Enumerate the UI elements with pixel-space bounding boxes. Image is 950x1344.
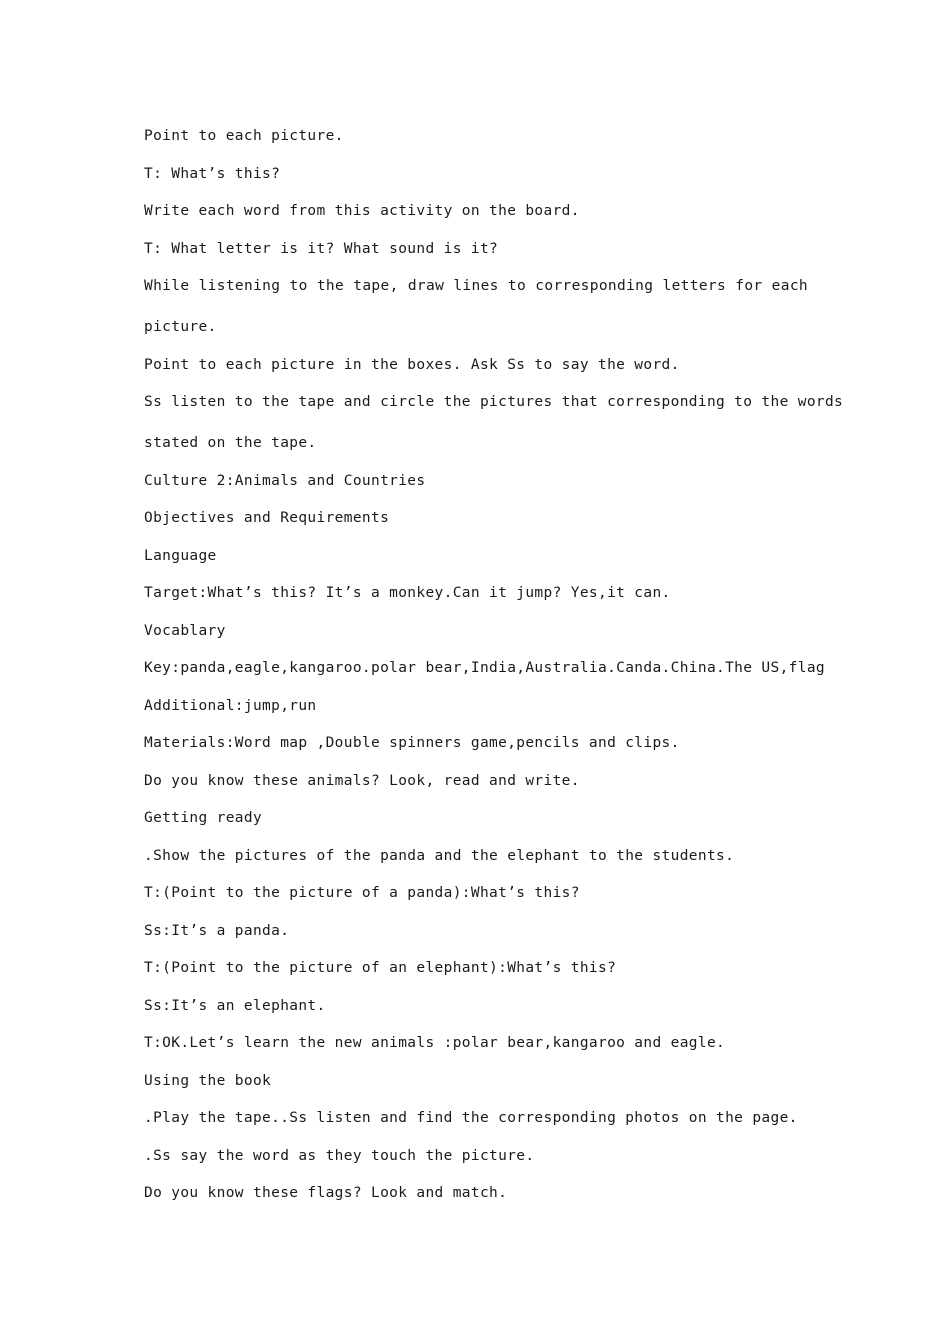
- text-line: Language: [144, 547, 217, 564]
- text-line: Ss listen to the tape and circle the pictures that corresponding to the words: [144, 394, 844, 410]
- text-line: Objectives and Requirements: [144, 510, 390, 526]
- wrapped-paragraph: [144, 276, 808, 337]
- text-line: T: What letter is it? What sound is it?: [144, 240, 499, 257]
- text-line: Vocablary: [144, 622, 226, 639]
- text-line: Ss:It’s a panda.: [144, 922, 290, 939]
- text-line: Ss:It’s an elephant.: [144, 997, 326, 1014]
- text-line: Point to each picture in the boxes. Ask Ss to say the word.: [144, 356, 680, 373]
- text-line: stated on the tape.: [144, 435, 317, 451]
- text-line: T:(Point to the picture of a panda):What’s this?: [144, 885, 580, 901]
- text-line: Do you know these animals? Look, read and write.: [144, 772, 580, 789]
- text-line: Additional:jump,run: [144, 697, 317, 714]
- text-line: .Show the pictures of the panda and the elephant to the students.: [144, 847, 735, 864]
- text-line: .Play the tape..Ss listen and find the corresponding photos on the page.: [144, 1110, 798, 1126]
- text-line: Using the book: [144, 1072, 272, 1089]
- text-line: T:(Point to the picture of an elephant):What’s this?: [144, 960, 617, 976]
- text-line: Materials:Word map ,Double spinners game,pencils and clips.: [144, 735, 680, 751]
- wrapped-paragraph: [144, 392, 844, 453]
- text-line: picture.: [144, 319, 217, 335]
- text-line: T:OK.Let’s learn the new animals :polar bear,kangaroo and eagle.: [144, 1035, 726, 1051]
- text-line: Target:What’s this? It’s a monkey.Can it jump? Yes,it can.: [144, 585, 671, 601]
- text-line: .Ss say the word as they touch the picture.: [144, 1147, 535, 1164]
- text-line: Do you know these flags? Look and match.: [144, 1185, 508, 1201]
- document-body: [144, 126, 844, 1221]
- text-line: Getting ready: [144, 810, 263, 826]
- text-line: While listening to the tape, draw lines to corresponding letters for each: [144, 278, 808, 294]
- text-line: Point to each picture.: [144, 128, 344, 144]
- text-line: T: What’s this?: [144, 165, 281, 182]
- text-line: Key:panda,eagle,kangaroo.polar bear,India,Australia.Canda.China.The US,flag: [144, 660, 825, 676]
- section-title: Culture 2:Animals and Countries: [144, 472, 426, 489]
- text-line: Write each word from this activity on the board.: [144, 203, 580, 219]
